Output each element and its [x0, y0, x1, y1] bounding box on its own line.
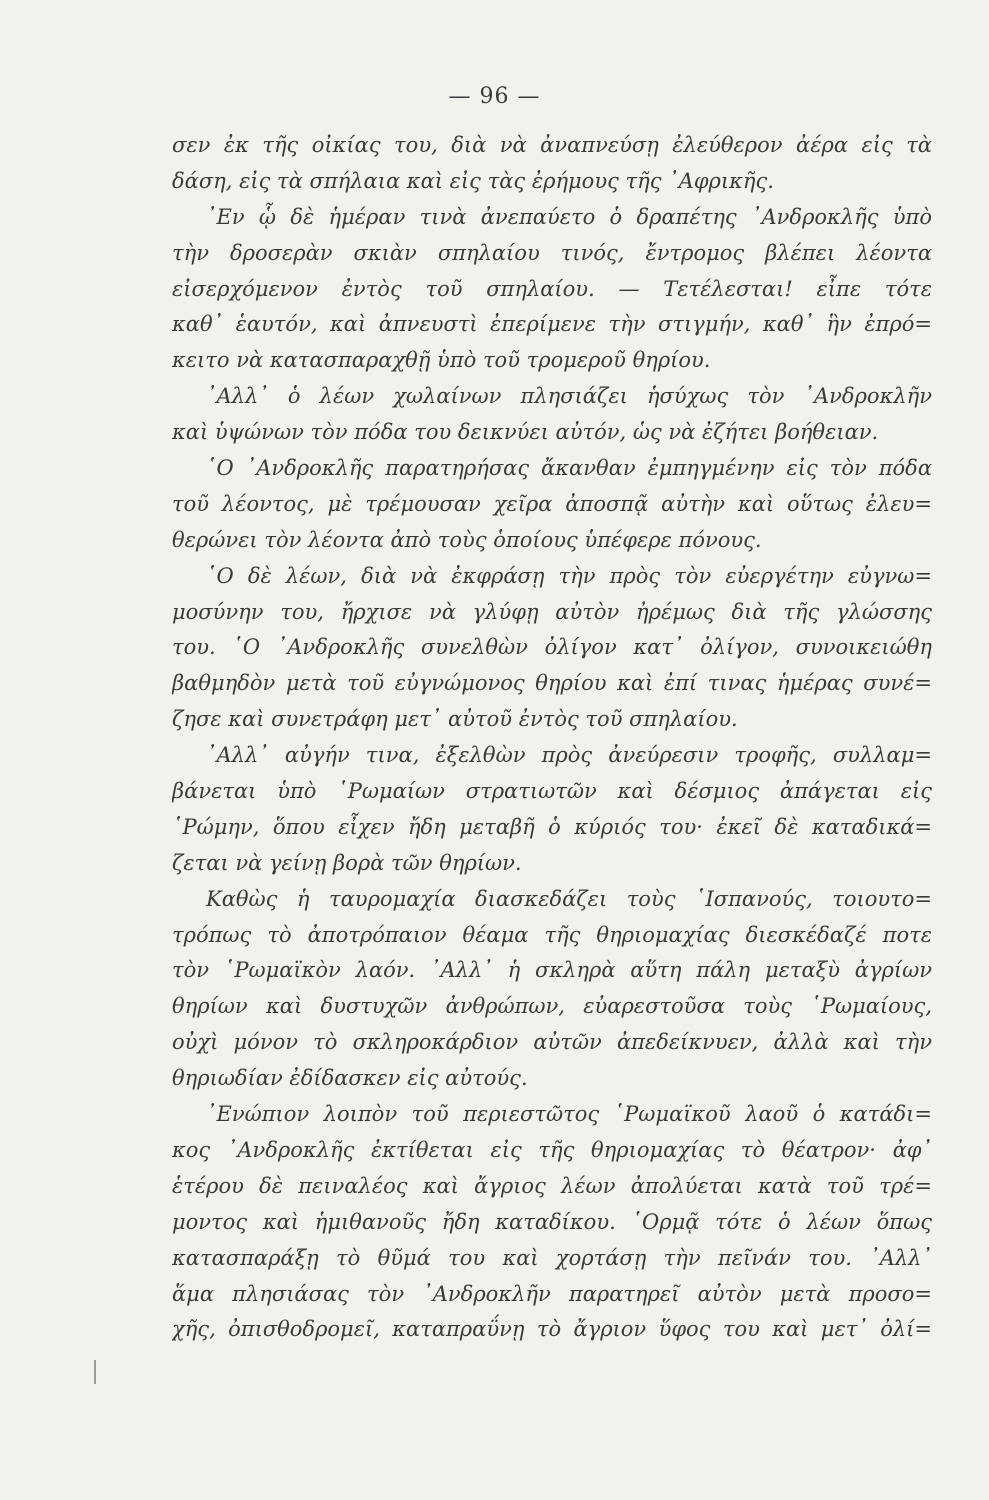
- text-line: βάνεται ὑπὸ ῾Ρωμαίων στρατιωτῶν καὶ δέσμιος ἀπάγεται εἰς: [172, 779, 932, 804]
- text-line: οὐχὶ μόνον τὸ σκληροκάρδιον αὐτῶν ἀπεδείκνυεν, ἀλλὰ καὶ τὴν: [172, 1030, 932, 1055]
- margin-mark: [94, 1360, 96, 1384]
- text-line: καὶ ὑψώνων τὸν πόδα του δεικνύει αὐτόν, ὡς νὰ ἐζήτει βοήθειαν.: [172, 420, 879, 445]
- text-line: του. ῾Ο ᾿Ανδροκλῆς συνελθὼν ὀλίγον κατ᾿ ὀλίγον, συνοικειώθη: [172, 635, 932, 660]
- text-line: θηριωδίαν ἐδίδασκεν εἰς αὐτούς.: [172, 1066, 528, 1091]
- text-line: ᾿Αλλ᾿ ὁ λέων χωλαίνων πλησιάζει ἡσύχως τὸν ᾿Ανδροκλῆν: [206, 384, 932, 409]
- text-line: ῾Ρώμην, ὅπου εἶχεν ἤδη μεταβῆ ὁ κύριός του· ἐκεῖ δὲ καταδικά=: [172, 814, 932, 839]
- text-line: ζησε καὶ συνετράφη μετ᾿ αὐτοῦ ἐντὸς τοῦ σπηλαίου.: [172, 707, 738, 732]
- text-line: μοντος καὶ ἡμιθανοῦς ἤδη καταδίκου. ῾Ορμᾷ τότε ὁ λέων ὅπως: [172, 1209, 932, 1234]
- text-line: Καθὼς ἡ ταυρομαχία διασκεδάζει τοὺς ῾Ισπανούς, τοιουτο=: [206, 886, 932, 911]
- text-line: βαθμηδὸν μετὰ τοῦ εὐγνώμονος θηρίου καὶ ἐπί τινας ἡμέρας συνέ=: [172, 671, 932, 696]
- text-line: εἰσερχόμενον ἐντὸς τοῦ σπηλαίου. — Τετέλεσται! εἶπε τότε: [172, 276, 932, 301]
- text-line: ῾Ο ᾿Ανδροκλῆς παρατηρήσας ἄκανθαν ἐμπηγμένην εἰς τὸν πόδα: [206, 456, 932, 481]
- text-line: ᾿Ενώπιον λοιπὸν τοῦ περιεστῶτος ῾Ρωμαϊκοῦ λαοῦ ὁ κατάδι=: [206, 1102, 932, 1127]
- text-line: κειτο νὰ κατασπαραχθῇ ὑπὸ τοῦ τρομεροῦ θηρίου.: [172, 348, 711, 373]
- text-line: κατασπαράξῃ τὸ θῦμά του καὶ χορτάσῃ τὴν πεῖνάν του. ᾿Αλλ᾿: [172, 1245, 932, 1270]
- text-line: τρόπως τὸ ἀποτρόπαιον θέαμα τῆς θηριομαχίας διεσκέδαζέ ποτε: [172, 922, 932, 947]
- text-line: τὸν ῾Ρωμαϊκὸν λαόν. ᾿Αλλ᾿ ἡ σκληρὰ αὕτη πάλη μεταξὺ ἀγρίων: [172, 958, 932, 983]
- text-line: τοῦ λέοντος, μὲ τρέμουσαν χεῖρα ἀποσπᾷ αὐτὴν καὶ οὕτως ἐλευ=: [172, 491, 932, 516]
- text-line: ᾿Εν ᾧ δὲ ἡμέραν τινὰ ἀνεπαύετο ὁ δραπέτης ᾿Ανδροκλῆς ὑπὸ: [206, 204, 932, 229]
- text-line: ἅμα πλησιάσας τὸν ᾿Ανδροκλῆν παρατηρεῖ αὐτὸν μετὰ προσο=: [172, 1281, 932, 1306]
- text-line: χῆς, ὀπισθοδρομεῖ, καταπραΰνῃ τὸ ἄγριον ὕφος του καὶ μετ᾿ ὀλί=: [172, 1317, 932, 1342]
- text-line: ζεται νὰ γείνῃ βορὰ τῶν θηρίων.: [172, 850, 522, 875]
- text-line: μοσύνην του, ἤρχισε νὰ γλύφῃ αὐτὸν ἠρέμως διὰ τῆς γλώσσης: [172, 599, 932, 624]
- text-line: σεν ἐκ τῆς οἰκίας του, διὰ νὰ ἀναπνεύσῃ ἐλεύθερον ἀέρα εἰς τὰ: [172, 133, 932, 157]
- body-text: [172, 128, 932, 1348]
- text-line: ῾Ο δὲ λέων, διὰ νὰ ἐκφράσῃ τὴν πρὸς τὸν εὐεργέτην εὐγνω=: [206, 563, 932, 588]
- text-line: καθ᾿ ἑαυτόν, καὶ ἀπνευστὶ ἐπερίμενε τὴν στιγμήν, καθ᾿ ἣν ἐπρό=: [172, 312, 932, 337]
- text-line: δάση, εἰς τὰ σπήλαια καὶ εἰς τὰς ἐρήμους τῆς ᾿Αφρικῆς.: [172, 168, 774, 193]
- text-line: κος ᾿Ανδροκλῆς ἐκτίθεται εἰς τῆς θηριομαχίας τὸ θέατρον· ἀφ᾿: [172, 1137, 932, 1162]
- page-number: — 96 —: [448, 84, 541, 109]
- text-line: ἑτέρου δὲ πειναλέος καὶ ἄγριος λέων ἀπολύεται κατὰ τοῦ τρέ=: [172, 1173, 932, 1198]
- text-line: τὴν δροσερὰν σκιὰν σπηλαίου τινός, ἔντρομος βλέπει λέοντα: [172, 240, 932, 265]
- text-line: ᾿Αλλ᾿ αὐγήν τινα, ἐξελθὼν πρὸς ἀνεύρεσιν τροφῆς, συλλαμ=: [206, 743, 932, 768]
- text-line: θηρίων καὶ δυστυχῶν ἀνθρώπων, εὐαρεστοῦσα τοὺς ῾Ρωμαίους,: [172, 994, 932, 1019]
- text-line: θερώνει τὸν λέοντα ἀπὸ τοὺς ὁποίους ὑπέφερε πόνους.: [172, 527, 762, 552]
